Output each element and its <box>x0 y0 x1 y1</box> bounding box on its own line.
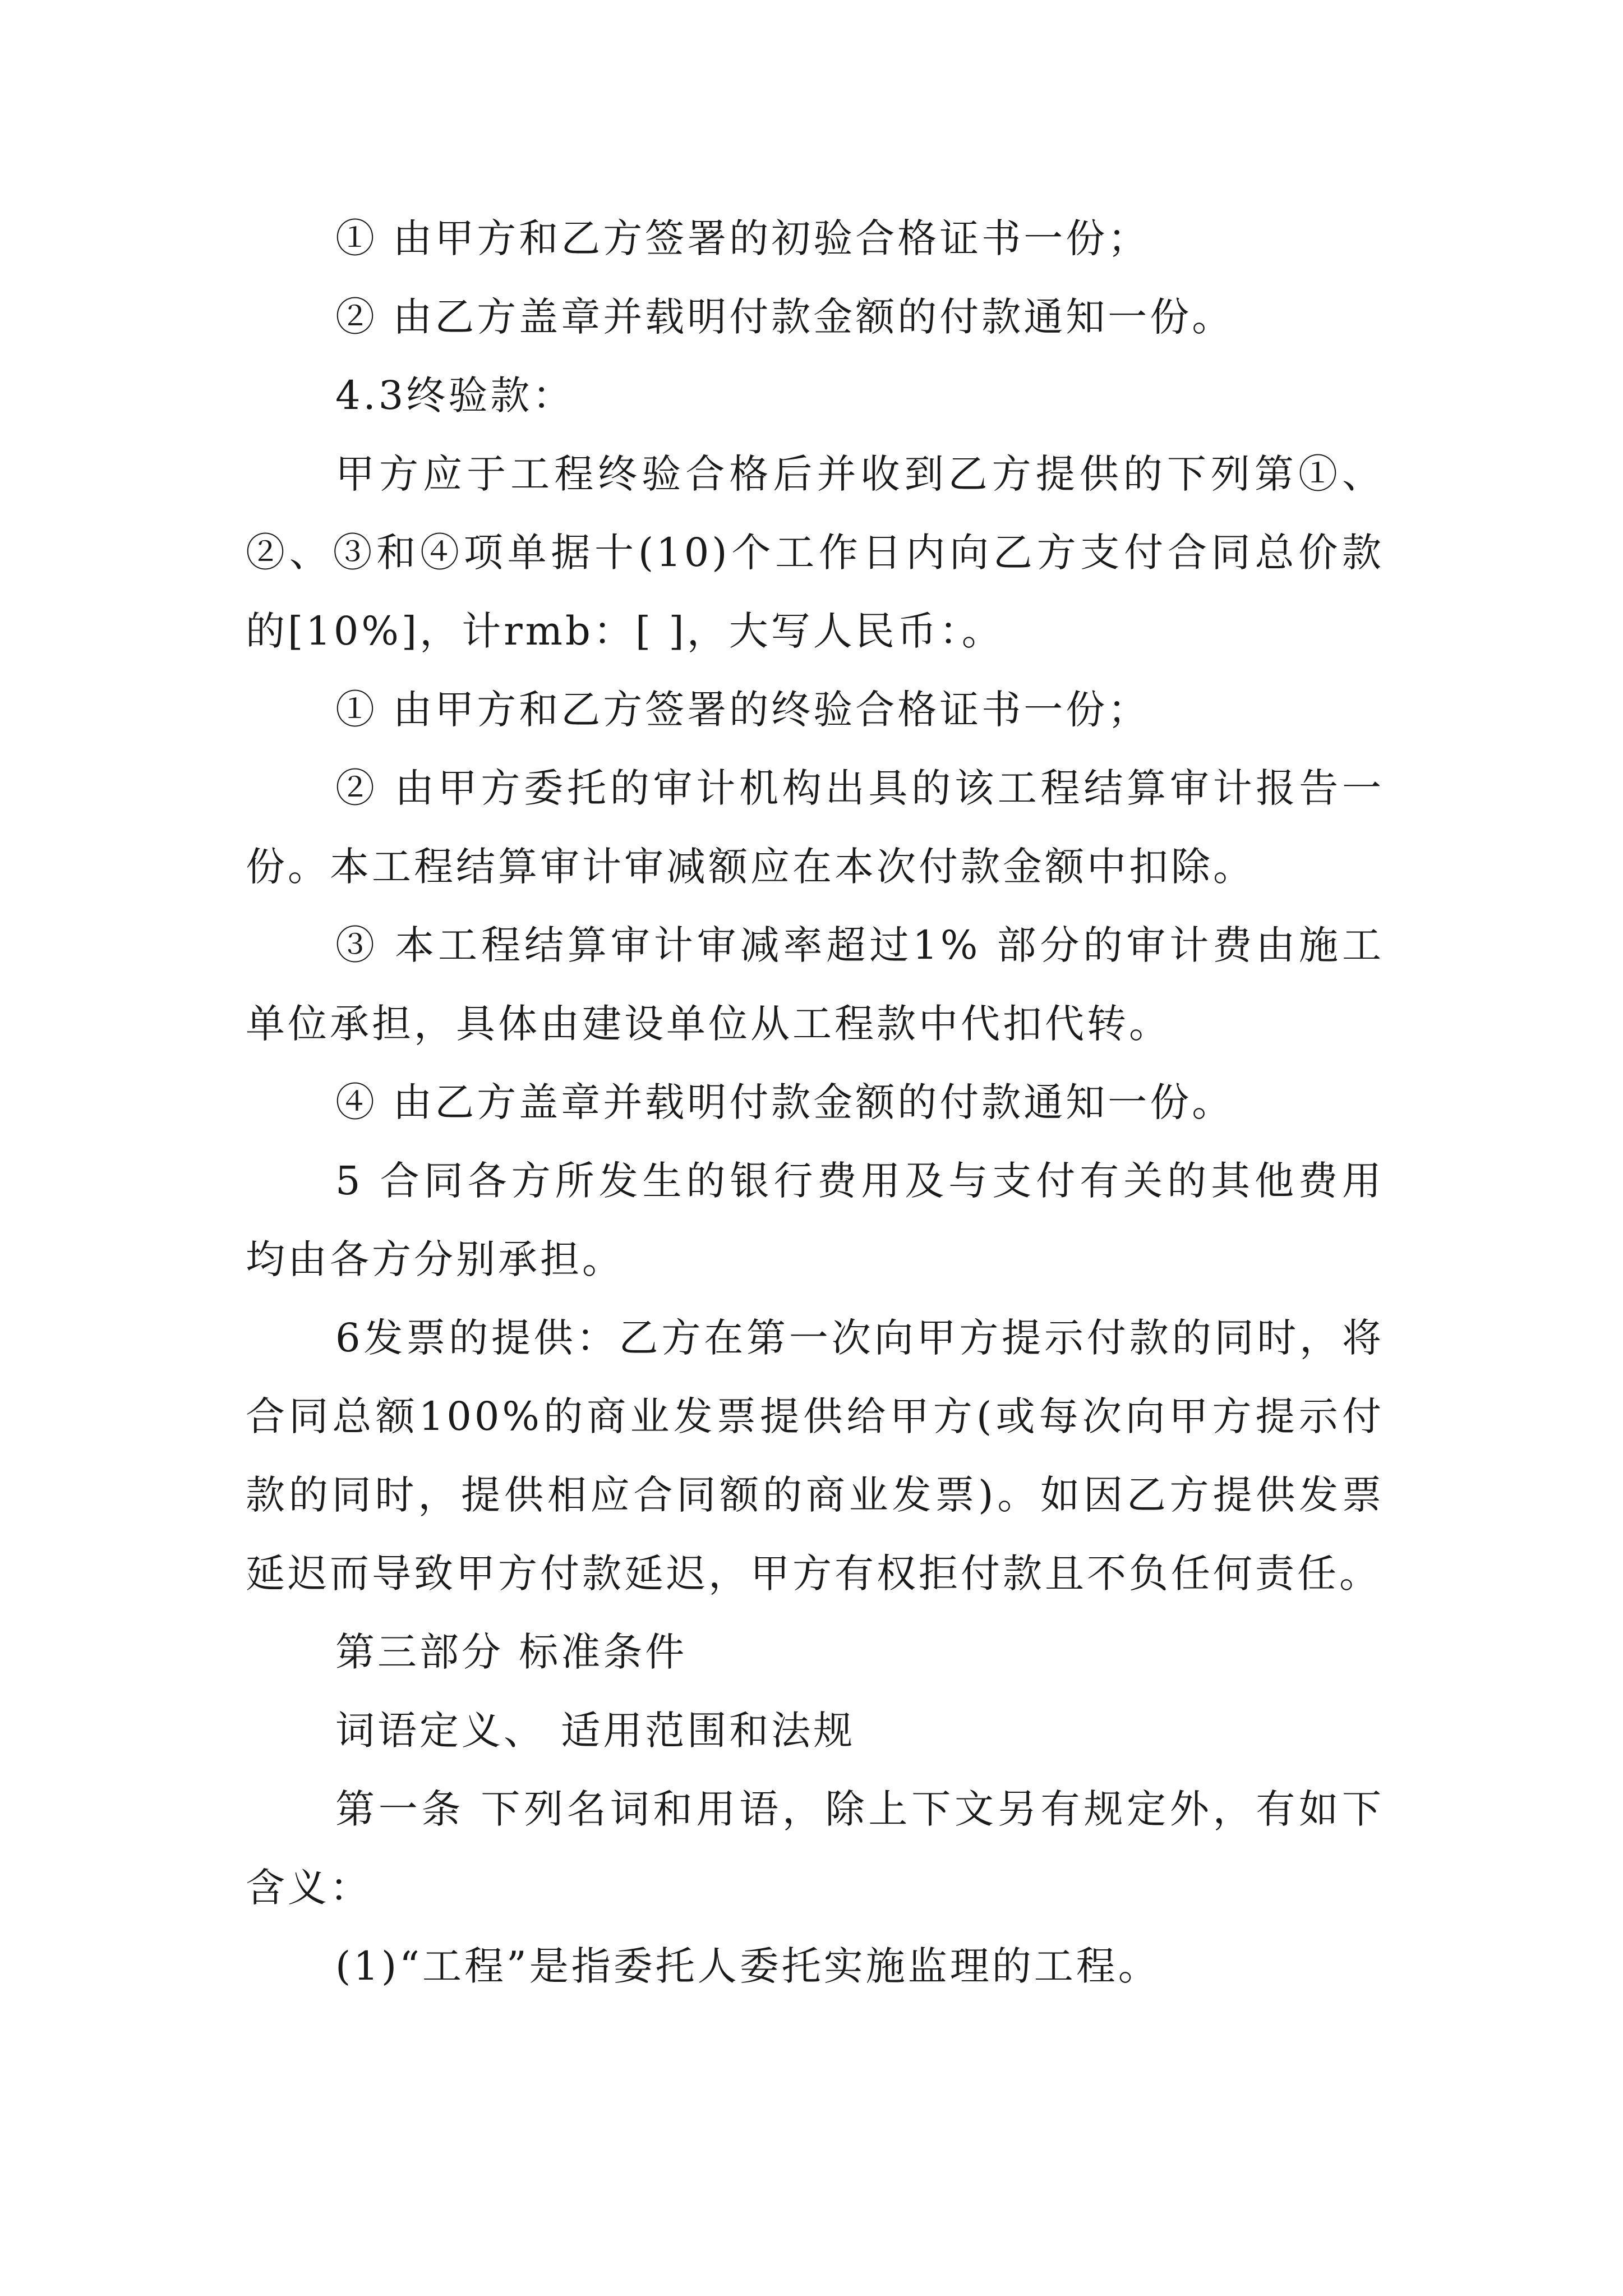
paragraph-item-2-payment-notice: ② 由乙方盖章并载明付款金额的付款通知一份。 <box>335 294 1234 340</box>
article-one-paragraph: 第一条 下列名词和用语，除上下文另有规定外，有如下含义： <box>246 1786 1384 1911</box>
paragraph-final-payment-terms: 甲方应于工程终验合格后并收到乙方提供的下列第①、②、③和④项单据十(10)个工作日内向乙方支付合同总价款的[10%]，计rmb：[ ]，大写人民币：。 <box>246 451 1384 654</box>
paragraph-item-1-initial-acceptance-certificate: ① 由甲方和乙方签署的初验合格证书一份； <box>335 215 1150 261</box>
definition-item-project: (1)“工程”是指委托人委托实施监理的工程。 <box>335 1943 1160 1989</box>
document-body <box>246 199 1384 2005</box>
paragraph-item-1-final-acceptance-certificate: ① 由甲方和乙方签署的终验合格证书一份； <box>335 687 1150 733</box>
paragraph-bank-fees: 5 合同各方所发生的银行费用及与支付有关的其他费用均由各方分别承担。 <box>246 1158 1384 1282</box>
part-three-heading: 第三部分 标准条件 <box>335 1629 688 1675</box>
section-heading-final-acceptance-payment: 4.3终验款： <box>335 372 575 418</box>
definitions-heading: 词语定义、 适用范围和法规 <box>335 1708 856 1754</box>
paragraph-item-4-payment-notice: ④ 由乙方盖章并载明付款金额的付款通知一份。 <box>335 1079 1234 1125</box>
paragraph-item-3-audit-fee: ③ 本工程结算审计审减率超过1% 部分的审计费由施工单位承担，具体由建设单位从工程款中代扣代转。 <box>246 922 1384 1047</box>
paragraph-invoice-provision: 6发票的提供：乙方在第一次向甲方提示付款的同时，将合同总额100%的商业发票提供给甲方(或每次向甲方提示付款的同时，提供相应合同额的商业发票)。如因乙方提供发票延迟而导致甲方付款延迟，甲方有权拒付款且不负任何责任。 <box>246 1315 1384 1596</box>
paragraph-item-2-audit-report: ② 由甲方委托的审计机构出具的该工程结算审计报告一份。本工程结算审计审减额应在本次付款金额中扣除。 <box>246 765 1384 890</box>
